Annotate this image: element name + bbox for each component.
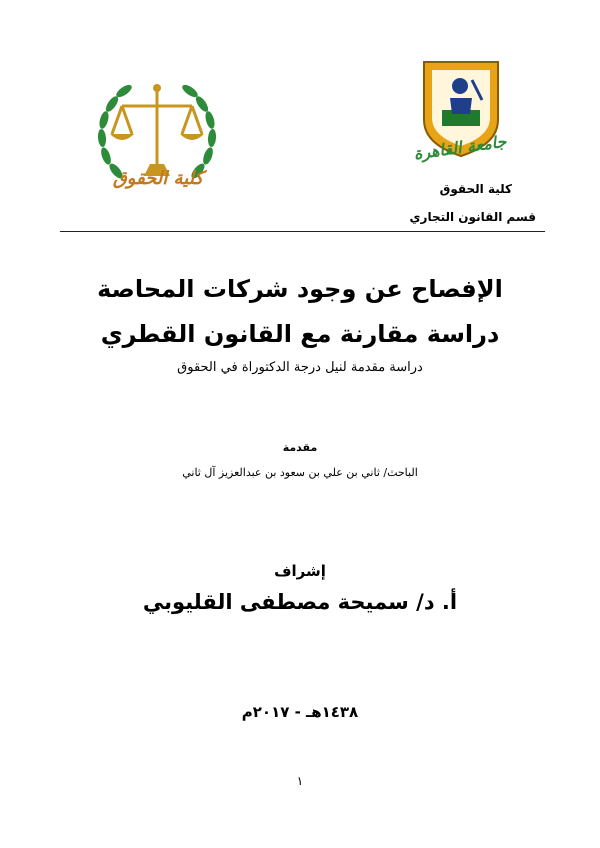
thesis-title-line2: دراسة مقارنة مع القانون القطري xyxy=(100,320,500,348)
university-logo-text: جامعة القاهرة xyxy=(412,131,508,164)
header-divider xyxy=(60,231,545,232)
supervision-label: إشراف xyxy=(274,562,326,580)
publication-date: ١٤٣٨هـ - ٢٠١٧م xyxy=(241,703,359,721)
thesis-subtitle: دراسة مقدمة لنيل درجة الدكتوراة في الحقوق xyxy=(177,360,423,375)
presented-by-label: مقدمة xyxy=(282,441,318,454)
thesis-title-line1: الإفصاح عن وجود شركات المحاصة xyxy=(97,275,503,303)
department-block xyxy=(410,182,536,224)
researcher-name: الباحث/ ثاني بن علي بن سعود بن عبدالعزيز آل ثاني xyxy=(182,466,418,479)
supervisor-name: أ. د/ سميحة مصطفى القليوبي xyxy=(142,590,458,614)
faculty-logo-text: كلية الحقوق xyxy=(112,168,204,189)
department-name: قسم القانون التجاري xyxy=(409,210,536,224)
page-number: ١ xyxy=(296,774,304,788)
faculty-name: كلية الحقوق xyxy=(439,182,512,196)
